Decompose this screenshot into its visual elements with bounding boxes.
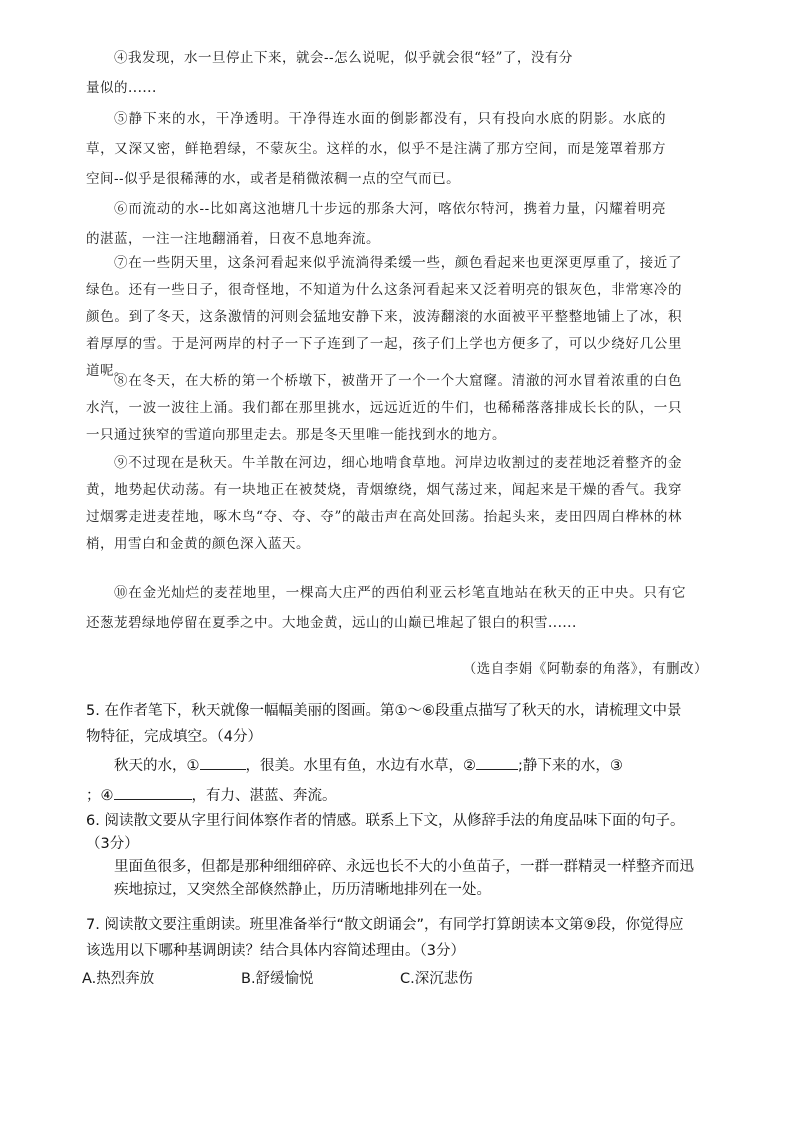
question-7-stem: 7. 阅读散文要注重朗读。班里准备举行“散文朗诵会”，有同学打算朗读本文第⑨段，你觉得应该选用以下哪种基调朗读？结合具体内容简述理由。（3分）	[86, 917, 684, 959]
paragraph-7: ⑦在一些阴天里，这条河看起来似乎流淌得柔缓一些，颜色看起来也更深更厚重了，接近了绿色。还有一些日子，很奇怪地，不知道为什么这条河看起来又泛着明亮的银灰色，非常寒冷的颜色。到了冬天，这条激情的河则会猛地安静下来，波涛翻滚的水面被平平整整地铺上了冰，积着厚厚的雪。于是河两岸的村子一下子连到了一起，孩子们上学也方便多了，可以少绕好几公里道呢。	[86, 255, 682, 379]
option-a[interactable]: A.热烈奔放	[82, 971, 155, 987]
question-5-fill-e: ，有力、湛蓝、奔流。	[191, 788, 337, 804]
option-c[interactable]: C.深沉悲伤	[400, 971, 473, 987]
question-5	[86, 698, 694, 809]
answer-blank-1[interactable]	[200, 751, 246, 770]
option-b[interactable]: B.舒缓愉悦	[241, 971, 314, 987]
paragraph-5: ⑤静下来的水，干净透明。干净得连水面的倒影都没有，只有投向水底的阴影。水底的草，又深又密，鲜艳碧绿，不蒙灰尘。这样的水，似乎不是注满了那方空间，而是笼罩着那方空间--似乎是很稀薄的水，或者是稍微浓稠一点的空气而已。	[86, 111, 666, 187]
paragraph-4-line-2: 量似的......	[86, 80, 157, 96]
paragraph-6: ⑥而流动的水--比如离这池塘几十步远的那条大河，喀依尔特河，携着力量，闪耀着明亮的湛蓝，一注一注地翻涌着，日夜不息地奔流。	[86, 201, 666, 247]
question-5-fill-b: ，很美。水里有鱼，水边有水草，②	[245, 758, 476, 774]
paragraph-4	[86, 43, 666, 103]
paragraph-9: ⑨不过现在是秋天。牛羊散在河边，细心地啃食草地。河岸边收割过的麦茬地泛着整齐的金黄，地势起伏动荡。有一块地正在被焚烧，青烟缭绕，烟气荡过来，闻起来是干燥的香气。我穿过烟雾走进麦茬地，啄木鸟“夺、夺、夺”的敲击声在高处回荡。抬起头来，麦田四周白桦林的林梢，用雪白和金黄的颜色深入蓝天。	[86, 455, 682, 552]
answer-blank-2[interactable]	[476, 751, 518, 770]
question-6-stem: 6. 阅读散文要从字里行间体察作者的情感。联系上下文，从修辞手法的角度品味下面的句子。（3分）	[86, 813, 685, 852]
question-5-fill-line-1	[86, 751, 694, 779]
question-5-fill-c: ;静下来的水，③	[518, 758, 623, 774]
question-5-fill-line-2	[86, 781, 694, 809]
source-citation: （选自李娟《阿勒泰的角落》，有删改）	[462, 661, 708, 677]
question-7	[86, 912, 694, 964]
paragraph-8: ⑧在冬天，在大桥的第一个桥墩下，被凿开了一个一个大窟窿。清澈的河水冒着浓重的白色水汽，一波一波往上涌。我们都在那里挑水，远远近近的牛们，也稀稀落落排成长长的队，一只一只通过狭窄的雪道向那里走去。那是冬天里唯一能找到水的地方。	[86, 373, 682, 443]
question-6-quote: 里面鱼很多，但都是那种细细碎碎、永远也长不大的小鱼苗子，一群一群精灵一样整齐而迅疾地掠过，又突然全部倏然静止，历历清晰地排列在一处。	[114, 859, 694, 898]
question-6	[86, 810, 694, 902]
question-5-fill-d: ；④	[86, 788, 114, 804]
paragraph-4-line-1: ④我发现，水一旦停止下来，就会--怎么说呢，似乎就会很“轻”了，没有分	[114, 50, 573, 66]
paragraph-10: ⑩在金光灿烂的麦茬地里，一棵高大庄严的西伯利亚云杉笔直地站在秋天的正中央。只有它还葱茏碧绿地停留在夏季之中。大地金黄，远山的山巅已堆起了银白的积雪......	[86, 585, 686, 631]
question-5-stem: 5. 在作者笔下，秋天就像一幅幅美丽的图画。第①～⑥段重点描写了秋天的水，请梳理文中景物特征，完成填空。（4分）	[86, 703, 682, 745]
answer-blank-4[interactable]	[114, 781, 192, 800]
question-5-fill-a: 秋天的水，①	[114, 758, 200, 774]
